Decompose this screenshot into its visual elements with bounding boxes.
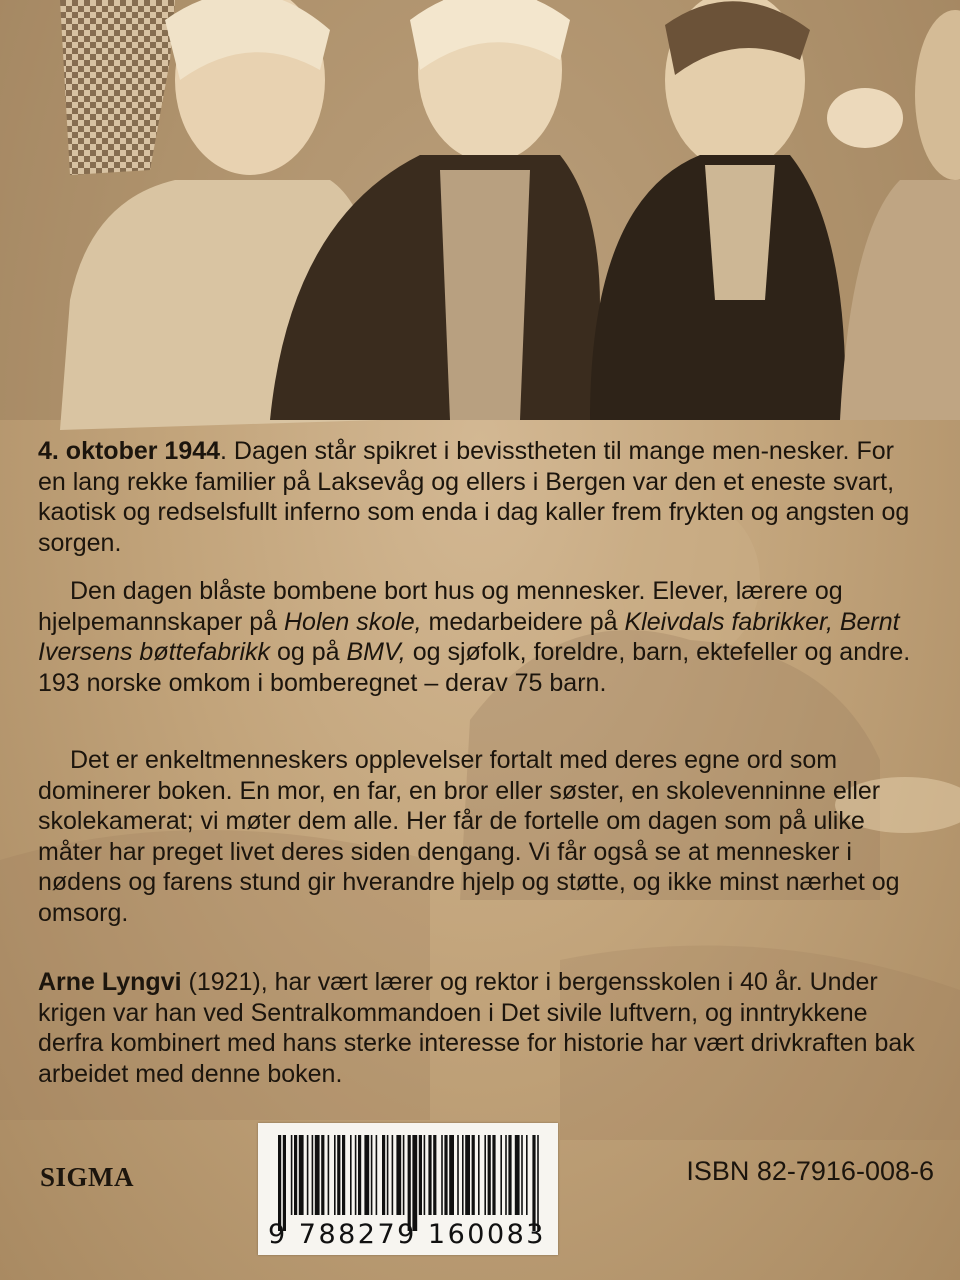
barcode-bar: [465, 1135, 470, 1215]
blurb-paragraph-3: [38, 745, 928, 929]
barcode-bar: [419, 1135, 422, 1215]
barcode-bar: [371, 1135, 373, 1215]
barcode-bar: [441, 1135, 443, 1215]
barcode-bar: [328, 1135, 330, 1215]
barcode-bar: [291, 1135, 293, 1215]
blurb-paragraph-1: [38, 436, 928, 558]
barcode-bar: [337, 1135, 340, 1215]
barcode-bar: [315, 1135, 320, 1215]
barcode-bar: [364, 1135, 369, 1215]
barcode-bar: [294, 1135, 297, 1215]
barcode-bar: [387, 1135, 389, 1215]
barcode: [258, 1123, 558, 1255]
blurb-p2-c: og på: [270, 638, 347, 667]
barcode-bar: [396, 1135, 401, 1215]
barcode-bar: [428, 1135, 431, 1215]
barcode-bar: [526, 1135, 528, 1215]
blurb-p2-holen: Holen skole,: [284, 607, 422, 636]
barcode-bar: [392, 1135, 394, 1215]
blurb-p1-text: . Dagen står spikret i bevisstheten til mange men-nesker. For en lang rekke familier på Laksevåg og ellers i Bergen var den et eneste svart, kaotisk og redselsfullt inferno som enda i dag kaller frem frykten og angsten og sorgen.: [38, 437, 910, 557]
blurb-p2-d: og sjøfolk, foreldre, barn, ektefeller og andre. 193 norske omkom i bomberegnet – derav 75 barn.: [38, 638, 911, 697]
author-name: Arne Lyngvi: [38, 968, 182, 996]
barcode-bar: [355, 1135, 357, 1215]
blurb-p2-bmv: BMV,: [346, 638, 406, 667]
publisher-logo: SIGMA: [40, 1162, 135, 1192]
barcode-bar: [358, 1135, 361, 1215]
barcode-bar: [312, 1135, 314, 1215]
barcode-bar: [532, 1135, 535, 1231]
barcode-bar: [342, 1135, 345, 1215]
barcode-bar: [299, 1135, 304, 1215]
barcode-bar: [433, 1135, 436, 1215]
barcode-bar: [403, 1135, 405, 1215]
barcode-bar: [505, 1135, 507, 1215]
barcode-bars: [278, 1135, 540, 1231]
blurb-p2-kleivdals: Kleivdals fabrikker, Bernt Iversens bøttefabrikk: [38, 607, 900, 667]
barcode-bar: [478, 1135, 480, 1215]
barcode-bar: [382, 1135, 385, 1215]
barcode-bar: [412, 1135, 417, 1231]
blurb-date: 4. oktober 1944: [38, 437, 221, 465]
barcode-bar: [515, 1135, 520, 1215]
barcode-bar: [278, 1135, 281, 1231]
author-bio-text: (1921), har vært lærer og rektor i bergensskolen i 40 år. Under krigen var han ved Sentralkommandoen i Det sivile luftvern, og inntrykkene derfra kombinert med hans sterke interesse for historie har vært drivkraften bak arbeidet med denne boken.: [38, 968, 915, 1088]
barcode-bar: [334, 1135, 336, 1215]
author-bio: [38, 967, 928, 1089]
barcode-bar: [521, 1135, 523, 1215]
barcode-bar: [508, 1135, 511, 1215]
barcode-bar: [283, 1135, 286, 1231]
barcode-bar: [488, 1135, 491, 1215]
blurb-p2-a: Den dagen blåste bombene bort hus og mennesker. Elever, lærere og hjelpemannskaper på: [38, 577, 843, 636]
blurb-paragraph-2: [38, 576, 928, 698]
barcode-bar: [444, 1135, 447, 1215]
barcode-bar: [472, 1135, 475, 1215]
barcode-bar: [449, 1135, 454, 1215]
barcode-bar: [457, 1135, 459, 1215]
blurb-p2-b: medarbeidere på: [421, 607, 625, 636]
barcode-bar: [537, 1135, 539, 1231]
barcode-bar: [321, 1135, 324, 1215]
blurb-p3-text: Det er enkeltmenneskers opplevelser fortalt med deres egne ord som dominerer boken. En mor, en far, en bror eller søster, en skolevenninne eller skolekamerat; vi møter dem alle. Her får de fortelle om dagen som på ulike måter har preget livet deres siden dengang. Vi får også se at mennesker i nødens og farens stund gir hverandre hjelp og støtte, og ikke minst nærhet og omsorg.: [38, 746, 900, 927]
barcode-bar: [376, 1135, 378, 1215]
barcode-bar: [462, 1135, 464, 1215]
barcode-bar: [484, 1135, 486, 1215]
barcode-bar: [424, 1135, 426, 1215]
barcode-bar: [307, 1135, 309, 1215]
barcode-bar: [350, 1135, 352, 1215]
barcode-bar: [408, 1135, 411, 1231]
barcode-bar: [500, 1135, 502, 1215]
isbn-text: ISBN 82-7916-008-6: [686, 1156, 934, 1186]
barcode-bar: [492, 1135, 495, 1215]
barcode-number: 9 788279 160083: [268, 1219, 546, 1250]
